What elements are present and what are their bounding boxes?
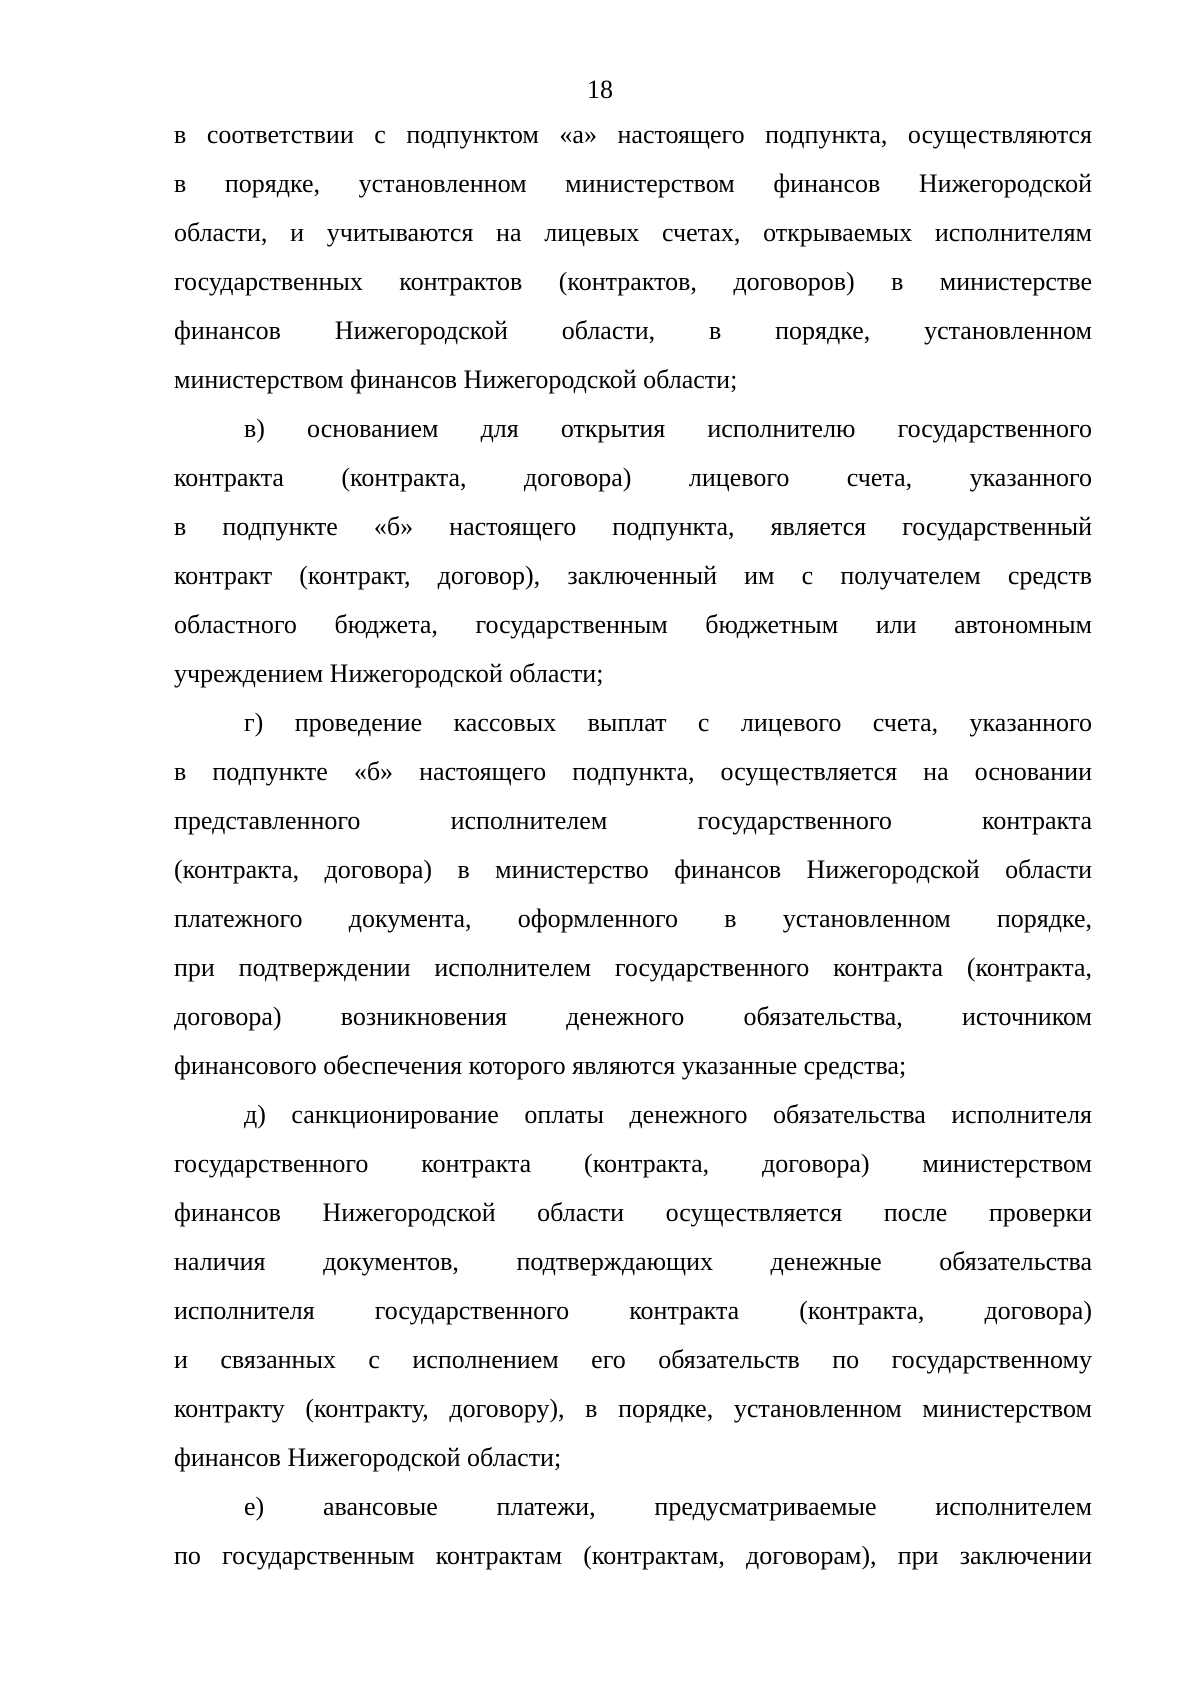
text-line: финансов Нижегородской области осуществляется после проверки bbox=[174, 1198, 1092, 1227]
document-body bbox=[174, 110, 1092, 1580]
text-line: в порядке, установленном министерством финансов Нижегородской bbox=[174, 169, 1092, 198]
text-line: контракт (контракт, договор), заключенный им с получателем средств bbox=[174, 561, 1092, 590]
text-line: по государственным контрактам (контрактам, договорам), при заключении bbox=[174, 1541, 1092, 1570]
text-line: д) санкционирование оплаты денежного обязательства исполнителя bbox=[244, 1100, 1092, 1129]
paragraph-item-d bbox=[174, 1090, 1092, 1482]
text-line: наличия документов, подтверждающих денежные обязательства bbox=[174, 1247, 1092, 1276]
text-line: министерством финансов Нижегородской области; bbox=[174, 365, 738, 394]
text-line: представленного исполнителем государственного контракта bbox=[174, 806, 1092, 835]
text-line: в подпункте «б» настоящего подпункта, является государственный bbox=[174, 512, 1092, 541]
text-line: при подтверждении исполнителем государственного контракта (контракта, bbox=[174, 953, 1092, 982]
text-line: государственного контракта (контракта, договора) министерством bbox=[174, 1149, 1092, 1178]
text-line: области, и учитываются на лицевых счетах, открываемых исполнителям bbox=[174, 218, 1092, 247]
paragraph-item-e bbox=[174, 1482, 1092, 1580]
text-line: учреждением Нижегородской области; bbox=[174, 659, 604, 688]
text-line: г) проведение кассовых выплат с лицевого счета, указанного bbox=[244, 708, 1092, 737]
text-line: областного бюджета, государственным бюджетным или автономным bbox=[174, 610, 1092, 639]
text-line: в) основанием для открытия исполнителю государственного bbox=[244, 414, 1092, 443]
text-line: финансового обеспечения которого являются указанные средства; bbox=[174, 1051, 907, 1080]
text-line: государственных контрактов (контрактов, договоров) в министерстве bbox=[174, 267, 1092, 296]
text-line: контракта (контракта, договора) лицевого счета, указанного bbox=[174, 463, 1092, 492]
text-line: е) авансовые платежи, предусматриваемые исполнителем bbox=[244, 1492, 1092, 1521]
text-line: финансов Нижегородской области, в порядке, установленном bbox=[174, 316, 1092, 345]
text-line: контракту (контракту, договору), в порядке, установленном министерством bbox=[174, 1394, 1092, 1423]
text-line: финансов Нижегородской области; bbox=[174, 1443, 562, 1472]
paragraph-item-g bbox=[174, 698, 1092, 1090]
text-line: и связанных с исполнением его обязательств по государственному bbox=[174, 1345, 1092, 1374]
text-line: в подпункте «б» настоящего подпункта, осуществляется на основании bbox=[174, 757, 1092, 786]
text-line: платежного документа, оформленного в установленном порядке, bbox=[174, 904, 1092, 933]
page-number: 18 bbox=[587, 75, 613, 104]
text-line: договора) возникновения денежного обязательства, источником bbox=[174, 1002, 1092, 1031]
text-line: (контракта, договора) в министерство финансов Нижегородской области bbox=[174, 855, 1092, 884]
paragraph-continuation bbox=[174, 110, 1092, 404]
text-line: в соответствии с подпунктом «а» настоящего подпункта, осуществляются bbox=[174, 120, 1092, 149]
text-line: исполнителя государственного контракта (контракта, договора) bbox=[174, 1296, 1092, 1325]
paragraph-item-v bbox=[174, 404, 1092, 698]
